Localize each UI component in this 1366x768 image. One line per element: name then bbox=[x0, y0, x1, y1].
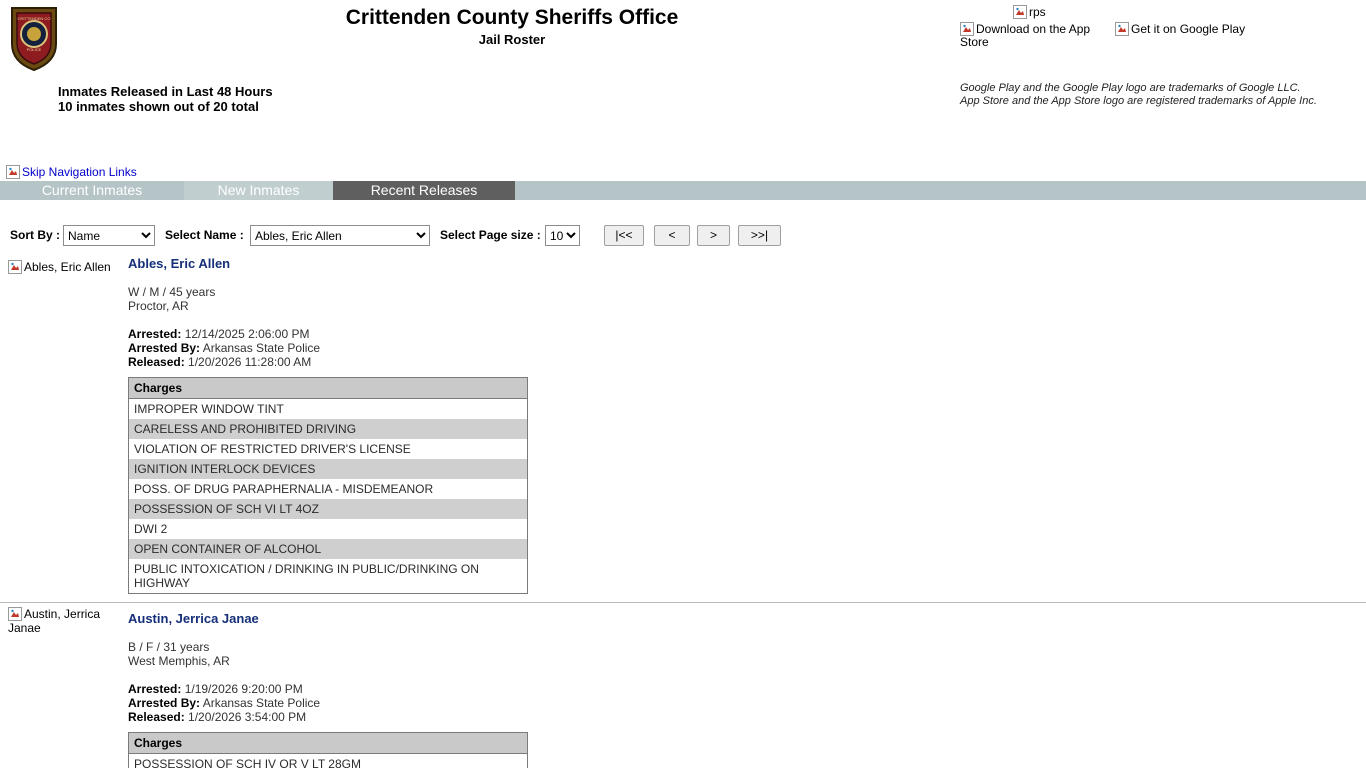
rps-image bbox=[1013, 5, 1046, 19]
arrested-label: Arrested: bbox=[128, 682, 182, 696]
trademark-notice bbox=[960, 82, 1360, 108]
sort-by-select[interactable] bbox=[63, 225, 155, 246]
charges-header-cell: Charges bbox=[129, 733, 528, 754]
inmate-demographics bbox=[128, 285, 548, 313]
select-name-label: Select Name : bbox=[165, 228, 244, 242]
app-store-image-alt: Download on the App Store bbox=[960, 22, 1091, 49]
select-name-select[interactable] bbox=[250, 225, 430, 246]
app-store-image[interactable] bbox=[960, 22, 1100, 49]
page-header bbox=[0, 0, 1366, 150]
inmate-photo-alt: Ables, Eric Allen bbox=[24, 260, 111, 274]
inmate-city: West Memphis, AR bbox=[128, 654, 230, 668]
list-item bbox=[0, 602, 1366, 768]
tab-recent-releases[interactable]: Recent Releases bbox=[333, 181, 515, 200]
broken-image-icon bbox=[1013, 5, 1027, 19]
svg-text:CRITTENDEN CO: CRITTENDEN CO bbox=[17, 16, 51, 21]
charge-cell: CARELESS AND PROHIBITED DRIVING bbox=[129, 419, 528, 439]
tab-bar bbox=[0, 181, 1366, 200]
arrested-row bbox=[128, 682, 548, 696]
charge-cell: DWI 2 bbox=[134, 522, 168, 536]
released-label: Released: bbox=[128, 355, 185, 369]
arrested-by-label: Arrested By: bbox=[128, 341, 201, 355]
arrested-row bbox=[128, 327, 548, 341]
charges-header-cell: Charges bbox=[129, 378, 528, 399]
charges-header-row bbox=[129, 733, 528, 754]
broken-image-icon bbox=[8, 607, 22, 621]
charge-cell: POSSESSION OF SCH IV OR V LT 28GM bbox=[134, 757, 361, 768]
released-value: 1/20/2026 3:54:00 PM bbox=[188, 710, 307, 724]
inmate-demographics bbox=[128, 640, 548, 668]
inmate-city: Proctor, AR bbox=[128, 299, 189, 313]
page-size-label: Select Page size : bbox=[440, 228, 541, 242]
table-row bbox=[129, 459, 528, 479]
trademark-line-1: Google Play and the Google Play logo are trademarks of Google LLC. bbox=[960, 82, 1301, 94]
list-item bbox=[0, 256, 1366, 602]
inmate-demographics-line: W / M / 45 years bbox=[128, 285, 216, 299]
table-row bbox=[129, 539, 528, 559]
inmate-name-link[interactable]: Ables, Eric Allen bbox=[128, 256, 231, 271]
title-block bbox=[0, 6, 1024, 47]
broken-image-icon bbox=[1115, 22, 1129, 36]
charge-cell: POSSESSION OF SCH VI LT 4OZ bbox=[129, 499, 528, 519]
table-row bbox=[129, 399, 528, 420]
inmate-photo-alt: Austin, Jerrica Janae bbox=[8, 607, 101, 635]
broken-image-icon bbox=[6, 165, 20, 179]
arrested-by-row bbox=[128, 696, 548, 710]
inmate-details bbox=[128, 611, 548, 768]
charges-header-row bbox=[129, 378, 528, 399]
charge-cell: IMPROPER WINDOW TINT bbox=[134, 402, 284, 416]
arrested-by-value: Arkansas State Police bbox=[202, 341, 321, 355]
charge-cell: IGNITION INTERLOCK DEVICES bbox=[129, 459, 528, 479]
pager-prev-button[interactable]: < bbox=[654, 225, 690, 246]
arrested-value: 12/14/2025 2:06:00 PM bbox=[184, 327, 310, 341]
arrested-label: Arrested: bbox=[128, 327, 182, 341]
page-title: Crittenden County Sheriffs Office bbox=[345, 6, 679, 29]
released-value: 1/20/2026 11:28:00 AM bbox=[188, 355, 312, 369]
page-subtitle: Jail Roster bbox=[478, 32, 546, 47]
roster-summary bbox=[58, 84, 273, 114]
charge-cell: PUBLIC INTOXICATION / DRINKING IN PUBLIC/DRINKING ON HIGHWAY bbox=[134, 562, 479, 590]
charges-table bbox=[128, 732, 528, 768]
rps-image-alt: rps bbox=[1029, 5, 1046, 19]
skip-navigation-links[interactable] bbox=[6, 165, 137, 179]
table-row bbox=[129, 479, 528, 499]
skip-navigation-label: Skip Navigation Links bbox=[22, 165, 137, 179]
released-label: Released: bbox=[128, 710, 185, 724]
inmate-photo bbox=[8, 607, 120, 635]
sort-by-label: Sort By : bbox=[10, 228, 61, 242]
pager-last-button[interactable]: >>| bbox=[738, 225, 781, 246]
charges-table bbox=[128, 377, 528, 594]
inmate-details bbox=[128, 256, 548, 594]
broken-image-icon bbox=[8, 260, 22, 274]
google-play-image-alt: Get it on Google Play bbox=[1131, 22, 1246, 36]
table-row bbox=[129, 559, 528, 594]
page-size-select[interactable] bbox=[545, 225, 580, 246]
filter-controls bbox=[0, 224, 1366, 248]
arrested-by-label: Arrested By: bbox=[128, 696, 201, 710]
arrested-value: 1/19/2026 9:20:00 PM bbox=[184, 682, 303, 696]
pager-first-button[interactable]: |<< bbox=[604, 225, 644, 246]
tab-new-inmates[interactable]: New Inmates bbox=[184, 181, 333, 200]
inmate-roster-list bbox=[0, 256, 1366, 768]
inmate-dates bbox=[128, 682, 548, 724]
inmate-name-link[interactable]: Austin, Jerrica Janae bbox=[128, 611, 259, 626]
tab-current-inmates[interactable]: Current Inmates bbox=[0, 181, 184, 200]
inmate-photo bbox=[8, 260, 120, 274]
broken-image-icon bbox=[960, 22, 974, 36]
inmate-demographics-line: B / F / 31 years bbox=[128, 640, 210, 654]
table-row bbox=[129, 519, 528, 539]
charge-cell: OPEN CONTAINER OF ALCOHOL bbox=[129, 539, 528, 559]
inmate-dates bbox=[128, 327, 548, 369]
charge-cell: POSS. OF DRUG PARAPHERNALIA - MISDEMEANOR bbox=[134, 482, 434, 496]
pager-next-button[interactable]: > bbox=[697, 225, 730, 246]
released-row bbox=[128, 710, 548, 724]
summary-line-2: 10 inmates shown out of 20 total bbox=[58, 99, 259, 114]
trademark-line-2: App Store and the App Store logo are registered trademarks of Apple Inc. bbox=[960, 95, 1317, 107]
table-row bbox=[129, 419, 528, 439]
arrested-by-row bbox=[128, 341, 548, 355]
table-row bbox=[129, 439, 528, 459]
svg-text:POLICE: POLICE bbox=[26, 47, 42, 52]
summary-line-1: Inmates Released in Last 48 Hours bbox=[58, 84, 273, 99]
charge-cell: VIOLATION OF RESTRICTED DRIVER'S LICENSE bbox=[134, 442, 411, 456]
table-row bbox=[129, 754, 528, 768]
released-row bbox=[128, 355, 548, 369]
arrested-by-value: Arkansas State Police bbox=[202, 696, 321, 710]
google-play-image[interactable] bbox=[1115, 22, 1245, 36]
table-row bbox=[129, 499, 528, 519]
